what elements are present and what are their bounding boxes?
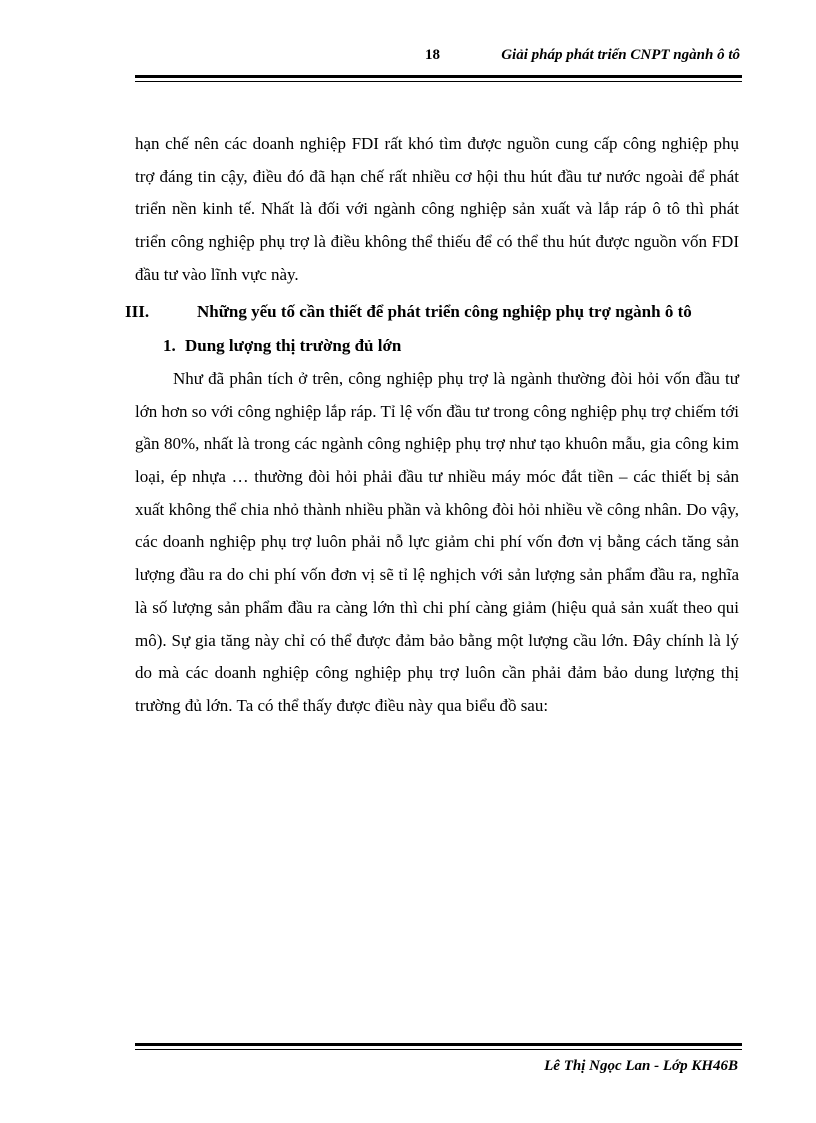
section-title: Những yếu tố cần thiết để phát triển công nghiệp phụ trợ ngành ô tô	[197, 301, 692, 321]
page-footer: Lê Thị Ngọc Lan - Lớp KH46B	[544, 1058, 738, 1074]
running-title: Giải pháp phát triển CNPT ngành ô tô	[501, 47, 740, 63]
page-number: 18	[425, 47, 440, 63]
body-paragraph: Như đã phân tích ở trên, công nghiệp phụ trợ là ngành thường đòi hỏi vốn đầu tư lớn hơn so với công nghiệp lắp ráp. Tỉ lệ vốn đầu tư trong công nghiệp phụ trợ chiếm tới gần 80%, nhất là trong các ngành công nghiệp phụ trợ như tạo khuôn mẫu, gia công kim loại, ép nhựa … thường đòi hỏi phải đầu tư nhiều máy móc đắt tiền – các thiết bị sản xuất không thể chia nhỏ thành nhiều phần và không đòi hỏi nhiều về công nhân. Do vậy, các doanh nghiệp phụ trợ luôn phải nỗ lực giảm chi phí vốn đơn vị bằng cách tăng sản lượng đầu ra do chi phí vốn đơn vị sẽ tỉ lệ nghịch với sản lượng sản phẩm đầu ra, nghĩa là số lượng sản phẩm đầu ra càng lớn thì chi phí càng giảm (hiệu quả sản xuất theo qui mô). Sự gia tăng này chỉ có thể được đảm bảo bằng một lượng cầu lớn. Đây chính là lý do mà các doanh nghiệp công nghiệp phụ trợ luôn cần phải đảm bảo dung lượng thị trường đủ lớn. Ta có thể thấy được điều này qua biểu đồ sau:	[135, 368, 739, 715]
footer-rule-thin	[135, 1049, 742, 1050]
subsection-number: 1.	[163, 336, 176, 356]
section-heading	[125, 296, 739, 329]
subsection-title: Dung lượng thị trường đủ lớn	[185, 336, 402, 356]
subsection-heading	[163, 330, 739, 363]
header-rule	[135, 75, 742, 78]
page-header	[135, 47, 742, 71]
body-paragraph: hạn chế nên các doanh nghiệp FDI rất khó tìm được nguồn cung cấp công nghiệp phụ trợ đáng tin cậy, điều đó đã hạn chế rất nhiều cơ hội thu hút đầu tư nước ngoài để phát triển nền kinh tế. Nhất là đối với ngành công nghiệp sản xuất và lắp ráp ô tô thì phát triển công nghiệp phụ trợ là điều không thể thiếu để có thể thu hút được nguồn vốn FDI đầu tư vào lĩnh vực này.	[135, 134, 739, 284]
header-rule-thin	[135, 81, 742, 82]
section-number: III.	[125, 301, 150, 321]
footer-rule	[135, 1043, 742, 1046]
page-body	[125, 128, 739, 723]
